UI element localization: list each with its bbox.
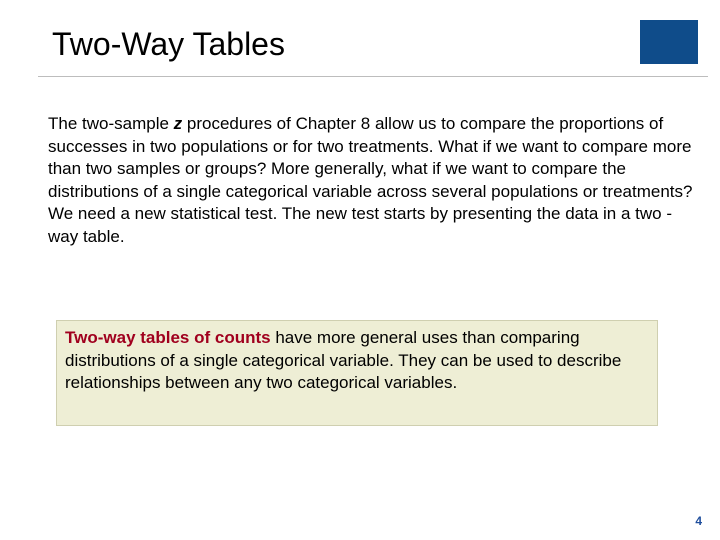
page-number: 4 (695, 514, 702, 528)
callout-box (56, 320, 658, 426)
body-paragraph (48, 113, 698, 248)
corner-accent-square (640, 20, 698, 64)
callout-paragraph (65, 327, 649, 395)
callout-term: Two-way tables of counts (65, 328, 271, 347)
title-divider (38, 76, 708, 77)
variable-z: z (173, 114, 183, 133)
callout-text: have more general uses than comparing distributions of a single categorical variable. They can be used to describe relationships between any two categorical variables. (65, 328, 622, 392)
body-text-main: procedures of Chapter 8 allow us to compare the proportions of successes in two populations or for two treatments. What if we want to compare more than two samples or groups? More generally, what if we want to compare the distributions of a single categorical variable across several populations or treatments? We need a new statistical test. The new test starts by presenting the data in a two -way table. (48, 114, 693, 246)
slide-title: Two-Way Tables (52, 26, 285, 62)
body-text-intro: The two-sample (48, 114, 174, 133)
